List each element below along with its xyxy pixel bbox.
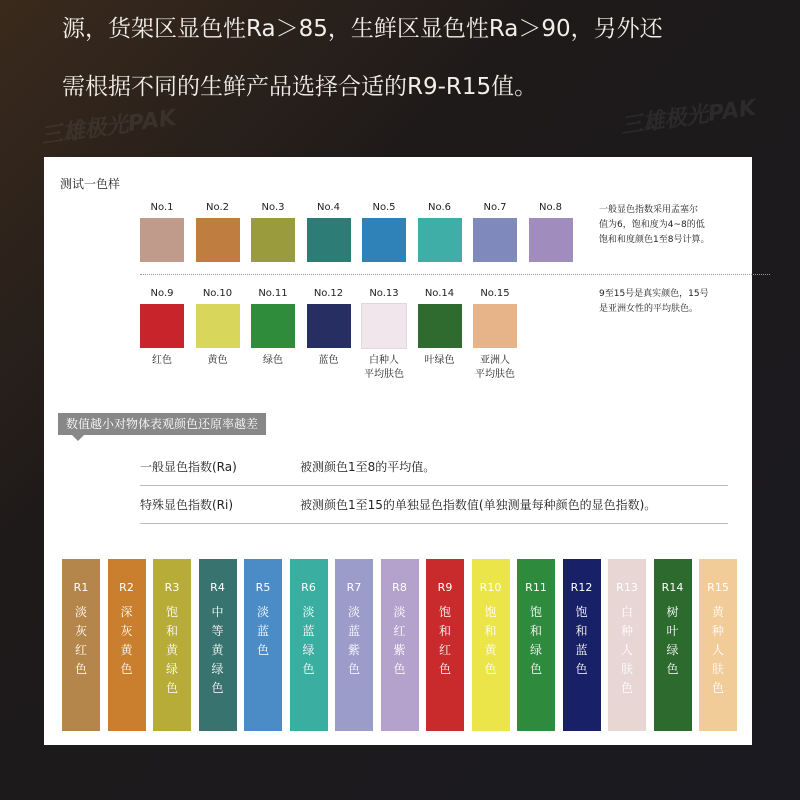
strip-code: R7: [346, 581, 362, 594]
sample-number: No.12: [313, 288, 344, 299]
panel-title: 测试一色样: [60, 177, 121, 191]
color-sample: [418, 287, 462, 368]
divider: [140, 523, 728, 524]
color-chip: [307, 218, 351, 262]
color-sample: [473, 201, 517, 262]
sample-name: 蓝色: [318, 355, 339, 366]
strip-code: R11: [525, 581, 547, 594]
color-sample: [196, 201, 240, 262]
color-sample: [307, 201, 351, 262]
color-strip-r3: [153, 559, 191, 731]
strip-code: R12: [570, 581, 593, 594]
color-strip-r4: [199, 559, 237, 731]
color-sample: [307, 287, 351, 368]
color-strip-r15: [699, 559, 737, 731]
sample-number: No.5: [372, 202, 396, 213]
color-chip: [196, 304, 240, 348]
color-strip-r5: [244, 559, 282, 731]
sample-number: No.9: [150, 288, 174, 299]
sample-number: No.14: [424, 288, 455, 299]
color-strip-r13: [608, 559, 646, 731]
color-strip-r11: [517, 559, 555, 731]
strip-name: 淡 蓝 色: [256, 605, 269, 657]
color-strip-r12: [563, 559, 601, 731]
color-strip-r10: [472, 559, 510, 731]
color-chip: [251, 304, 295, 348]
strip-name: 饱 和 绿 色: [529, 605, 542, 676]
strip-code: R5: [255, 581, 271, 594]
color-strip-r9: [426, 559, 464, 731]
ra-row: [140, 452, 728, 482]
note-general-index: 一般显色指数采用孟塞尔 值为6，饱和度为4~8的低 饱和和度颜色1至8号计算。: [599, 205, 710, 245]
strip-code: R3: [164, 581, 180, 594]
strip-name: 淡 蓝 紫 色: [347, 605, 360, 676]
ri-label: 特殊显色指数(Ri): [140, 498, 234, 512]
strip-code: R8: [392, 581, 407, 594]
color-sample: [529, 201, 573, 262]
sample-number: No.10: [202, 288, 233, 299]
strip-name: 淡 灰 红 色: [74, 605, 87, 676]
color-sample: [251, 201, 295, 262]
color-chip: [418, 218, 462, 262]
strip-name: 饱 和 黄 色: [484, 605, 497, 676]
color-sample: [362, 201, 406, 262]
color-sample-panel: [44, 157, 752, 745]
sample-number: No.2: [206, 202, 229, 213]
strip-name: 饱 和 蓝 色: [575, 605, 588, 676]
sample-number: No.4: [317, 202, 340, 213]
color-chip: [418, 304, 462, 348]
color-sample: [140, 287, 184, 368]
color-chip: [251, 218, 295, 262]
color-strip-r6: [290, 559, 328, 731]
sample-number: No.3: [261, 202, 285, 213]
color-sample: [251, 287, 295, 368]
strip-name: 树 叶 绿 色: [666, 605, 679, 676]
sample-number: No.6: [428, 202, 451, 213]
watermark: 三雄极光PAK: [39, 105, 178, 150]
strip-name: 黄 种 人 肤 色: [711, 605, 724, 695]
strip-name: 淡 蓝 绿 色: [302, 605, 315, 676]
color-chip: [307, 304, 351, 348]
intro-line-2: 需根据不同的生鲜产品选择合适的R9-R15值。: [62, 74, 538, 100]
sample-number: No.15: [480, 288, 510, 299]
strip-code: R2: [119, 581, 134, 594]
sample-name: 红色: [152, 355, 172, 366]
color-chip: [196, 218, 240, 262]
ra-label: 一般显色指数(Ra): [140, 460, 237, 474]
sample-name: 白种人 平均肤色: [364, 355, 404, 380]
strip-name: 淡 红 紫 色: [393, 605, 406, 676]
strip-name: 白 种 人 肤 色: [620, 605, 633, 695]
color-strip-r7: [335, 559, 373, 731]
sample-number: No.11: [258, 288, 288, 299]
strip-code: R6: [301, 581, 316, 594]
strip-code: R1: [73, 581, 89, 594]
strip-code: R4: [210, 581, 225, 594]
strip-code: R15: [707, 581, 729, 594]
sample-name: 绿色: [263, 355, 283, 366]
sample-name: 亚洲人 平均肤色: [475, 355, 515, 380]
color-chip: [473, 304, 517, 348]
color-strip-r8: [381, 559, 419, 731]
sample-number: No.13: [369, 288, 399, 299]
color-chip: [529, 218, 573, 262]
color-sample: [140, 201, 184, 262]
strip-code: R13: [616, 581, 638, 594]
color-sample: [196, 287, 240, 368]
note-special-index: 9至15号是真实颜色，15号 是亚洲女性的平均肤色。: [599, 289, 709, 314]
sample-name: 黄色: [207, 355, 228, 366]
color-sample: [473, 287, 517, 382]
color-strip-r2: [108, 559, 146, 731]
sample-number: No.8: [539, 202, 562, 213]
ra-description: 被测颜色1至8的平均值。: [300, 460, 436, 474]
color-sample: [362, 287, 406, 382]
intro-line-1: 源，货架区显色性Ra＞85，生鲜区显色性Ra＞90，另外还: [62, 16, 663, 42]
sample-number: No.7: [483, 202, 507, 213]
color-chip: [140, 304, 184, 348]
strip-name: 中 等 黄 绿 色: [211, 605, 224, 695]
strip-code: R14: [661, 581, 684, 594]
row-divider: [140, 274, 770, 275]
color-strip-r1: [62, 559, 100, 731]
color-strip-r14: [654, 559, 692, 731]
strip-code: R9: [437, 581, 453, 594]
strip-name: 深 灰 黄 色: [120, 605, 133, 676]
color-chip: [473, 218, 517, 262]
color-chip: [140, 218, 184, 262]
strip-code: R10: [479, 581, 502, 594]
ri-row: [140, 490, 728, 520]
callout-tag: 数值越小对物体表观颜色还原率越差: [58, 413, 266, 435]
color-chip: [362, 218, 406, 262]
intro-text: [62, 0, 782, 116]
sample-number: No.1: [150, 202, 174, 213]
watermark: 三雄极光PAK: [619, 95, 758, 140]
color-sample: [418, 201, 462, 262]
strip-name: 饱 和 黄 绿 色: [165, 605, 178, 695]
divider: [140, 485, 728, 486]
sample-name: 叶绿色: [424, 355, 455, 366]
strip-name: 饱 和 红 色: [438, 605, 451, 676]
ri-description: 被测颜色1至15的单独显色指数值(单独测量每种颜色的显色指数)。: [300, 498, 657, 512]
color-chip: [362, 304, 406, 348]
